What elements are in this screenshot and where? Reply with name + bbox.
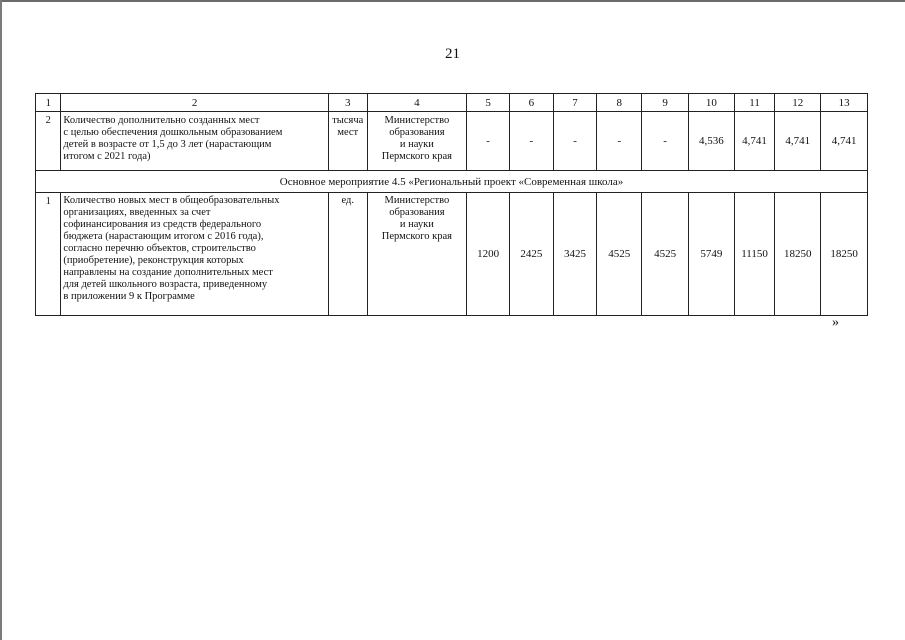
indicators-table xyxy=(35,93,868,316)
row-number: 1 xyxy=(36,193,61,316)
value-cell: - xyxy=(642,112,689,171)
scan-edge-left xyxy=(0,0,2,640)
value-cell: 18250 xyxy=(821,193,868,316)
value-cell: - xyxy=(597,112,642,171)
value-cell: 4,741 xyxy=(775,112,821,171)
value-cell: 11150 xyxy=(734,193,775,316)
header-cell: 3 xyxy=(328,94,367,112)
header-cell: 11 xyxy=(734,94,775,112)
table-row xyxy=(36,112,868,171)
row-number: 2 xyxy=(36,112,61,171)
value-cell: 2425 xyxy=(509,193,553,316)
closing-quote: » xyxy=(832,315,839,330)
indicator-description: Количество новых мест в общеобразовательных организациях, введенных за счет софинансирования из средств федерального бюджета (нарастающим итогом с 2016 года), согласно перечню объектов, строительство (приобретение), реконструкция которых направлены на создание дополнительных мест для детей школьного возраста, приведенному в приложении 9 к Программе xyxy=(61,193,329,316)
header-cell: 6 xyxy=(509,94,553,112)
value-cell: 3425 xyxy=(553,193,597,316)
header-cell: 12 xyxy=(775,94,821,112)
responsible-org: Министерство образования и науки Пермского края xyxy=(367,112,467,171)
header-cell: 5 xyxy=(467,94,510,112)
section-row xyxy=(36,171,868,193)
value-cell: 4,741 xyxy=(734,112,775,171)
unit-cell: ед. xyxy=(328,193,367,316)
header-cell: 4 xyxy=(367,94,467,112)
value-cell: - xyxy=(553,112,597,171)
header-cell: 1 xyxy=(36,94,61,112)
value-cell: 4,536 xyxy=(688,112,734,171)
header-cell: 9 xyxy=(642,94,689,112)
table-row xyxy=(36,193,868,316)
value-cell: - xyxy=(467,112,510,171)
header-cell: 10 xyxy=(688,94,734,112)
value-cell: 4525 xyxy=(642,193,689,316)
header-cell: 13 xyxy=(821,94,868,112)
table-header-row xyxy=(36,94,868,112)
value-cell: 5749 xyxy=(688,193,734,316)
page-number: 21 xyxy=(445,46,460,62)
value-cell: 18250 xyxy=(775,193,821,316)
value-cell: 4,741 xyxy=(821,112,868,171)
unit-cell: тысяча мест xyxy=(328,112,367,171)
header-cell: 2 xyxy=(61,94,329,112)
header-cell: 8 xyxy=(597,94,642,112)
value-cell: - xyxy=(509,112,553,171)
value-cell: 1200 xyxy=(467,193,510,316)
scan-edge-top xyxy=(0,0,905,2)
section-title: Основное мероприятие 4.5 «Региональный проект «Современная школа» xyxy=(36,171,868,193)
header-cell: 7 xyxy=(553,94,597,112)
indicator-description: Количество дополнительно созданных мест с целью обеспечения дошкольным образованием детей в возрасте от 1,5 до 3 лет (нарастающим итогом с 2021 года) xyxy=(61,112,329,171)
responsible-org: Министерство образования и науки Пермского края xyxy=(367,193,467,316)
value-cell: 4525 xyxy=(597,193,642,316)
